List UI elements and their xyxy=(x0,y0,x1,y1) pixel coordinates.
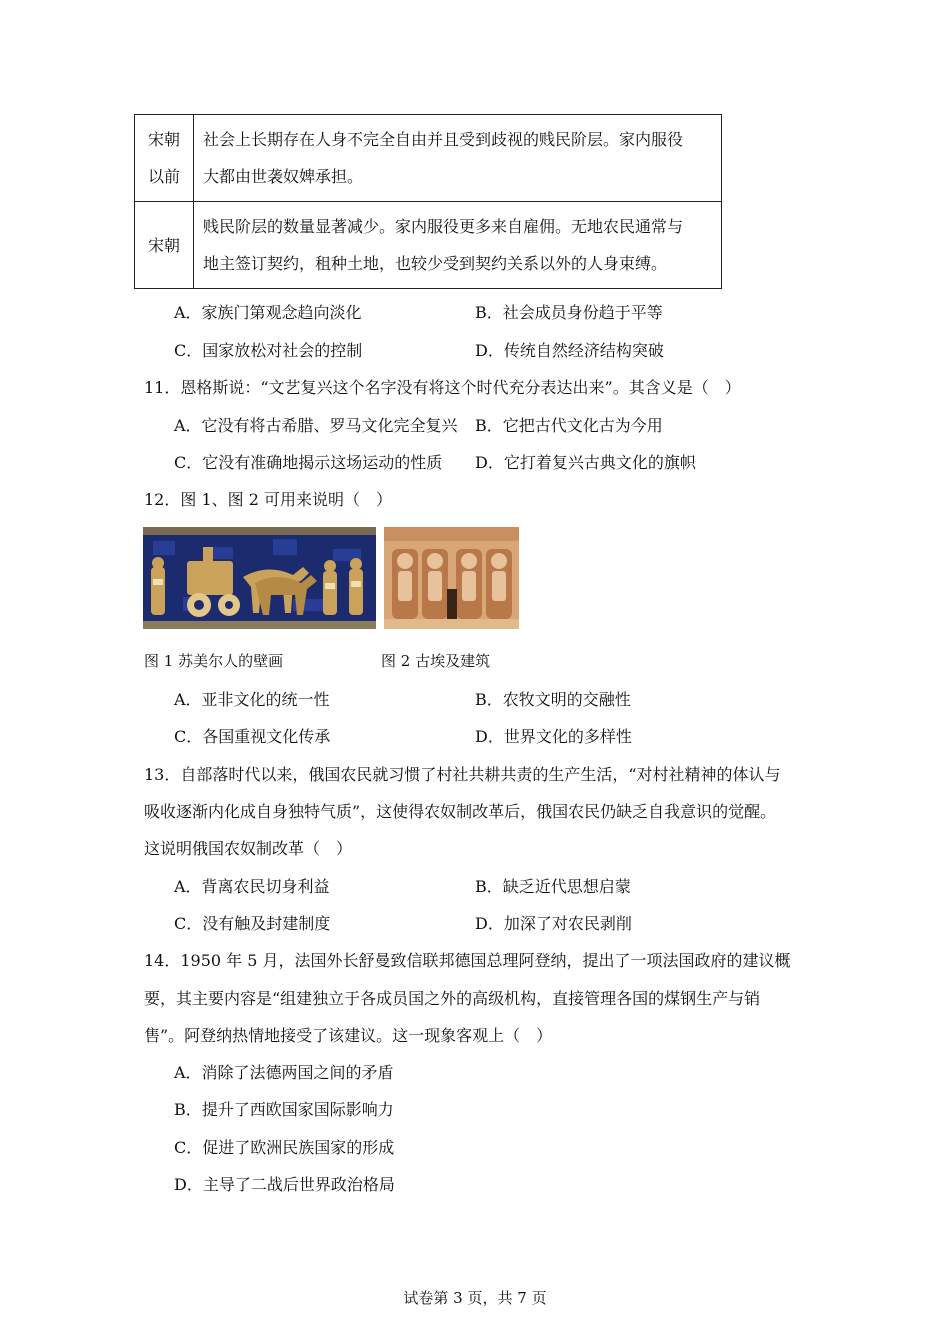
page-footer: 试卷第 3 页，共 7 页 xyxy=(403,1289,547,1307)
q12-option-d[interactable]: D．世界文化的多样性 xyxy=(475,727,632,746)
figure-2-caption: 图 2 古埃及建筑 xyxy=(381,652,491,670)
period-label: 宋朝 xyxy=(147,130,180,149)
q10-option-b[interactable]: B．社会成员身份趋于平等 xyxy=(475,303,663,322)
figure-1-caption: 图 1 苏美尔人的壁画 xyxy=(144,652,284,670)
period-label: 宋朝 xyxy=(147,235,180,255)
q14-option-c[interactable]: C．促进了欧洲民族国家的形成 xyxy=(174,1138,395,1157)
q10-option-c[interactable]: C．国家放松对社会的控制 xyxy=(174,341,363,360)
q13-stem-line-1: 13．自部落时代以来，俄国农民就习惯了村社共耕共责的生产生活，“对村社精神的体认与 xyxy=(144,765,781,784)
q11-stem: 11．恩格斯说：“文艺复兴这个名字没有将这个时代充分表达出来”。其含义是（ ） xyxy=(144,378,741,397)
q13-option-c[interactable]: C．没有触及封建制度 xyxy=(174,914,331,933)
q14-option-a[interactable]: A．消除了法德两国之间的矛盾 xyxy=(174,1063,394,1082)
period-label: 以前 xyxy=(147,167,180,186)
description-cell xyxy=(194,202,722,289)
q11-option-c[interactable]: C．它没有准确地揭示这场运动的性质 xyxy=(174,453,443,472)
q12-option-a[interactable]: A．亚非文化的统一性 xyxy=(174,690,330,709)
description-text: 贱民阶层的数量显著减少。家内服役更多来自雇佣。无地农民通常与 xyxy=(203,217,684,236)
q12-stem: 12．图 1、图 2 可用来说明（ ） xyxy=(144,490,392,509)
description-cell xyxy=(194,115,722,202)
sumerian-mural-image xyxy=(143,527,376,629)
q11-option-b[interactable]: B．它把古代文化古为今用 xyxy=(475,416,663,435)
table-row xyxy=(135,115,722,202)
table-row xyxy=(135,202,722,289)
q12-option-c[interactable]: C．各国重视文化传承 xyxy=(174,727,331,746)
period-cell xyxy=(135,115,194,202)
figure-1-sumerian-mural xyxy=(143,527,376,629)
comparison-table xyxy=(134,114,722,289)
q11-option-d[interactable]: D．它打着复兴古典文化的旗帜 xyxy=(475,453,696,472)
description-text: 社会上长期存在人身不完全自由并且受到歧视的贱民阶层。家内服役 xyxy=(203,130,684,149)
q13-option-d[interactable]: D．加深了对农民剥削 xyxy=(475,914,632,933)
q11-option-a[interactable]: A．它没有将古希腊、罗马文化完全复兴 xyxy=(174,416,458,435)
q14-stem-line-3: 售”。阿登纳热情地接受了该建议。这一现象客观上（ ） xyxy=(144,1026,553,1045)
q13-stem-line-2: 吸收逐渐内化成自身独特气质”，这使得农奴制改革后，俄国农民仍缺乏自我意识的觉醒。 xyxy=(144,802,777,821)
period-cell xyxy=(135,202,194,289)
q13-stem-line-3: 这说明俄国农奴制改革（ ） xyxy=(144,839,353,858)
description-text: 地主签订契约，租种土地，也较少受到契约关系以外的人身束缚。 xyxy=(203,254,668,273)
q10-option-a[interactable]: A．家族门第观念趋向淡化 xyxy=(174,303,362,322)
q10-option-d[interactable]: D．传统自然经济结构突破 xyxy=(475,341,664,360)
q13-option-a[interactable]: A．背离农民切身利益 xyxy=(174,877,330,896)
q14-option-d[interactable]: D．主导了二战后世界政治格局 xyxy=(174,1175,395,1194)
q13-option-b[interactable]: B．缺乏近代思想启蒙 xyxy=(475,877,631,896)
q14-stem-line-2: 要，其主要内容是“组建独立于各成员国之外的高级机构，直接管理各国的煤钢生产与销 xyxy=(144,989,761,1008)
q14-option-b[interactable]: B．提升了西欧国家国际影响力 xyxy=(174,1100,394,1119)
q14-stem-line-1: 14．1950 年 5 月，法国外长舒曼致信联邦德国总理阿登纳，提出了一项法国政府的建议概 xyxy=(144,951,791,970)
q12-option-b[interactable]: B．农牧文明的交融性 xyxy=(475,690,631,709)
figure-2-egyptian-temple xyxy=(384,527,519,629)
egyptian-temple-image xyxy=(384,527,519,629)
description-text: 大都由世袭奴婢承担。 xyxy=(203,167,364,186)
